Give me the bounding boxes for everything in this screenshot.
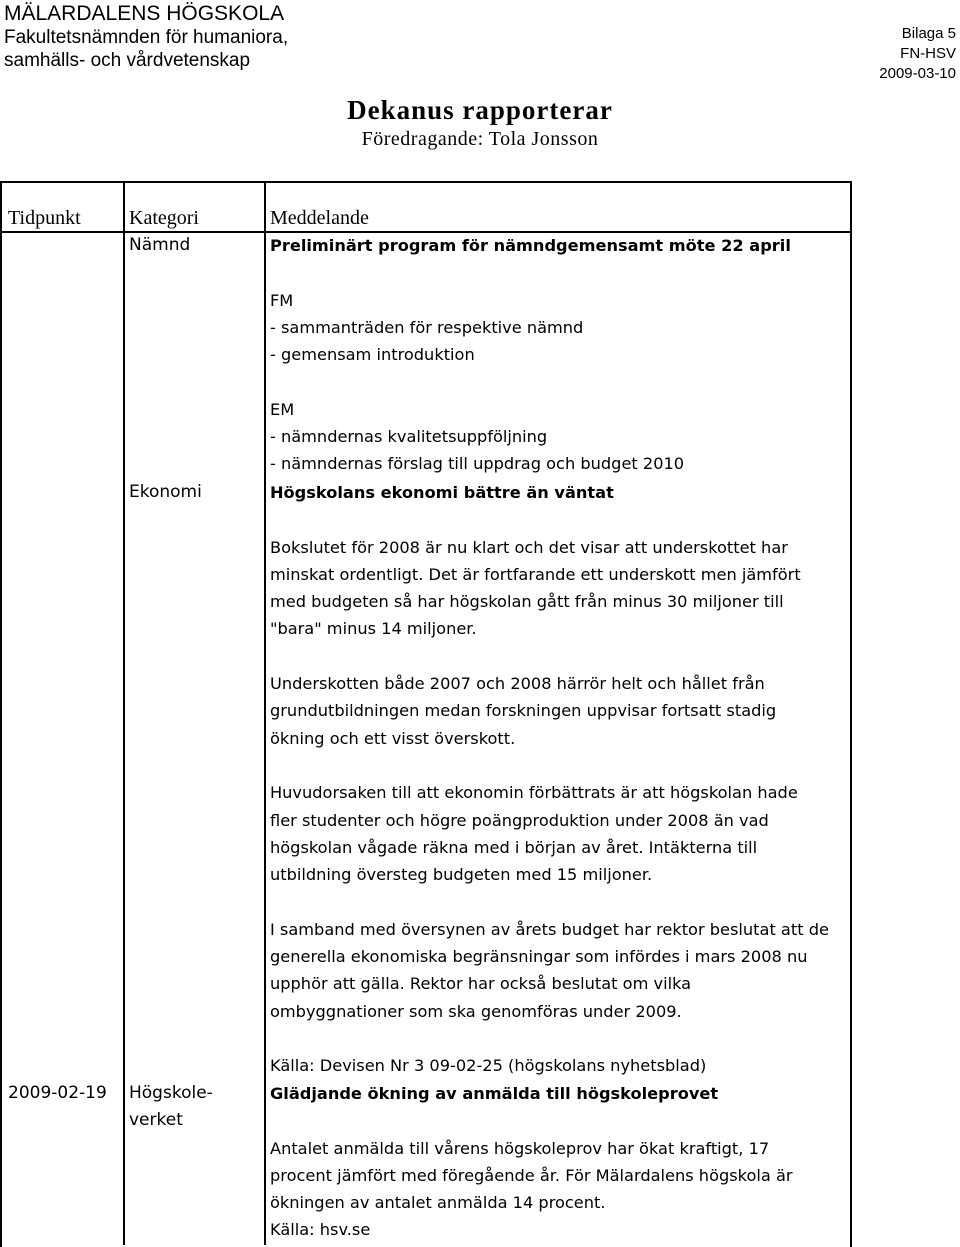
row-2-line: högskolan vågade räkna med i början av året. Intäkterna till [270,837,758,857]
row-3-line: Antalet anmälda till vårens högskoleprov har ökat kraftigt, 17 [270,1138,770,1158]
document-date: 2009-03-10 [879,65,956,82]
row-1-line: FM [270,290,294,310]
row-2-line [270,752,829,779]
row-2-line: minskat ordentligt. Det är fortfarande ett underskott men jämfört [270,564,801,584]
row-2-line: "bara" minus 14 miljoner. [270,619,477,639]
row-2-message [270,479,829,1080]
column-divider-2 [264,181,266,1245]
column-divider-1 [123,181,125,1245]
row-1-message [270,232,791,478]
faculty-line-1: Fakultetsnämnden för humaniora, [4,27,289,48]
attachment-label: Bilaga 5 [901,25,956,42]
row-2-line: upphör att gälla. Rektor har också beslutat om vilka [270,974,692,994]
row-1-line: EM [270,399,295,419]
row-3-heading: Glädjande ökning av anmälda till högskoleprovet [270,1084,719,1103]
row-2-line: generella ekonomiska begränsningar som infördes i mars 2008 nu [270,947,808,967]
row-2-line: med budgeten så har högskolan gått från minus 30 miljoner till [270,592,784,612]
row-1-line [270,368,791,395]
row-2-line [270,888,829,915]
row-2-line [270,1025,829,1052]
row-2-line: utbildning översteg budgeten med 15 miljoner. [270,865,653,885]
column-header-message: Meddelande [270,207,369,229]
row-2-category: Ekonomi [129,482,202,502]
column-header-time: Tidpunkt [8,207,81,229]
page-title: Dekanus rapporterar [347,95,613,125]
row-1-line: - gemensam introduktion [270,345,475,365]
row-3-time: 2009-02-19 [8,1083,107,1103]
row-2-line [270,643,829,670]
row-3-line: procent jämfört med föregående år. För Mälardalens högskola är [270,1165,793,1185]
row-2-line: ökning och ett visst överskott. [270,728,516,748]
row-2-line: ombyggnationer som ska genomföras under 2009. [270,1001,682,1021]
row-2-line: Huvudorsaken till att ekonomin förbättrats är att högskolan hade [270,783,798,803]
row-3-category-line-2: verket [129,1110,183,1130]
row-1-line: - sammanträden för respektive nämnd [270,317,584,337]
row-2-line: Källa: Devisen Nr 3 09-02-25 (högskolans nyhetsblad) [270,1056,707,1076]
row-3-line: ökningen av antalet anmälda 14 procent. [270,1193,606,1213]
row-2-line: I samband med översynen av årets budget har rektor beslutat att de [270,919,829,939]
row-3-message [270,1080,793,1244]
document-code: FN-HSV [900,45,956,62]
row-1-category: Nämnd [129,235,191,255]
row-2-line: Bokslutet för 2008 är nu klart och det visar att underskottet har [270,537,788,557]
row-3-line: Källa: hsv.se [270,1220,371,1240]
faculty-line-2: samhälls- och vårdvetenskap [4,50,251,71]
row-1-line: - nämndernas kvalitetsuppföljning [270,427,548,447]
row-2-line: fler studenter och högre poängproduktion under 2008 än vad [270,810,769,830]
row-2-line [270,506,829,533]
row-2-line: Underskotten både 2007 och 2008 härrör helt och hållet från [270,674,765,694]
row-1-heading: Preliminärt program för nämndgemensamt möte 22 april [270,236,791,255]
row-2-heading: Högskolans ekonomi bättre än väntat [270,483,614,502]
org-name: MÄLARDALENS HÖGSKOLA [4,2,285,25]
row-2-line: grundutbildningen medan forskningen uppvisar fortsatt stadig [270,701,777,721]
column-header-category: Kategori [129,207,199,229]
row-3-category-line-1: Högskole- [129,1083,213,1103]
row-1-line [270,259,791,286]
row-3-line [270,1107,793,1134]
page-subtitle: Föredragande: Tola Jonsson [361,128,599,150]
row-1-line: - nämndernas förslag till uppdrag och budget 2010 [270,454,685,474]
